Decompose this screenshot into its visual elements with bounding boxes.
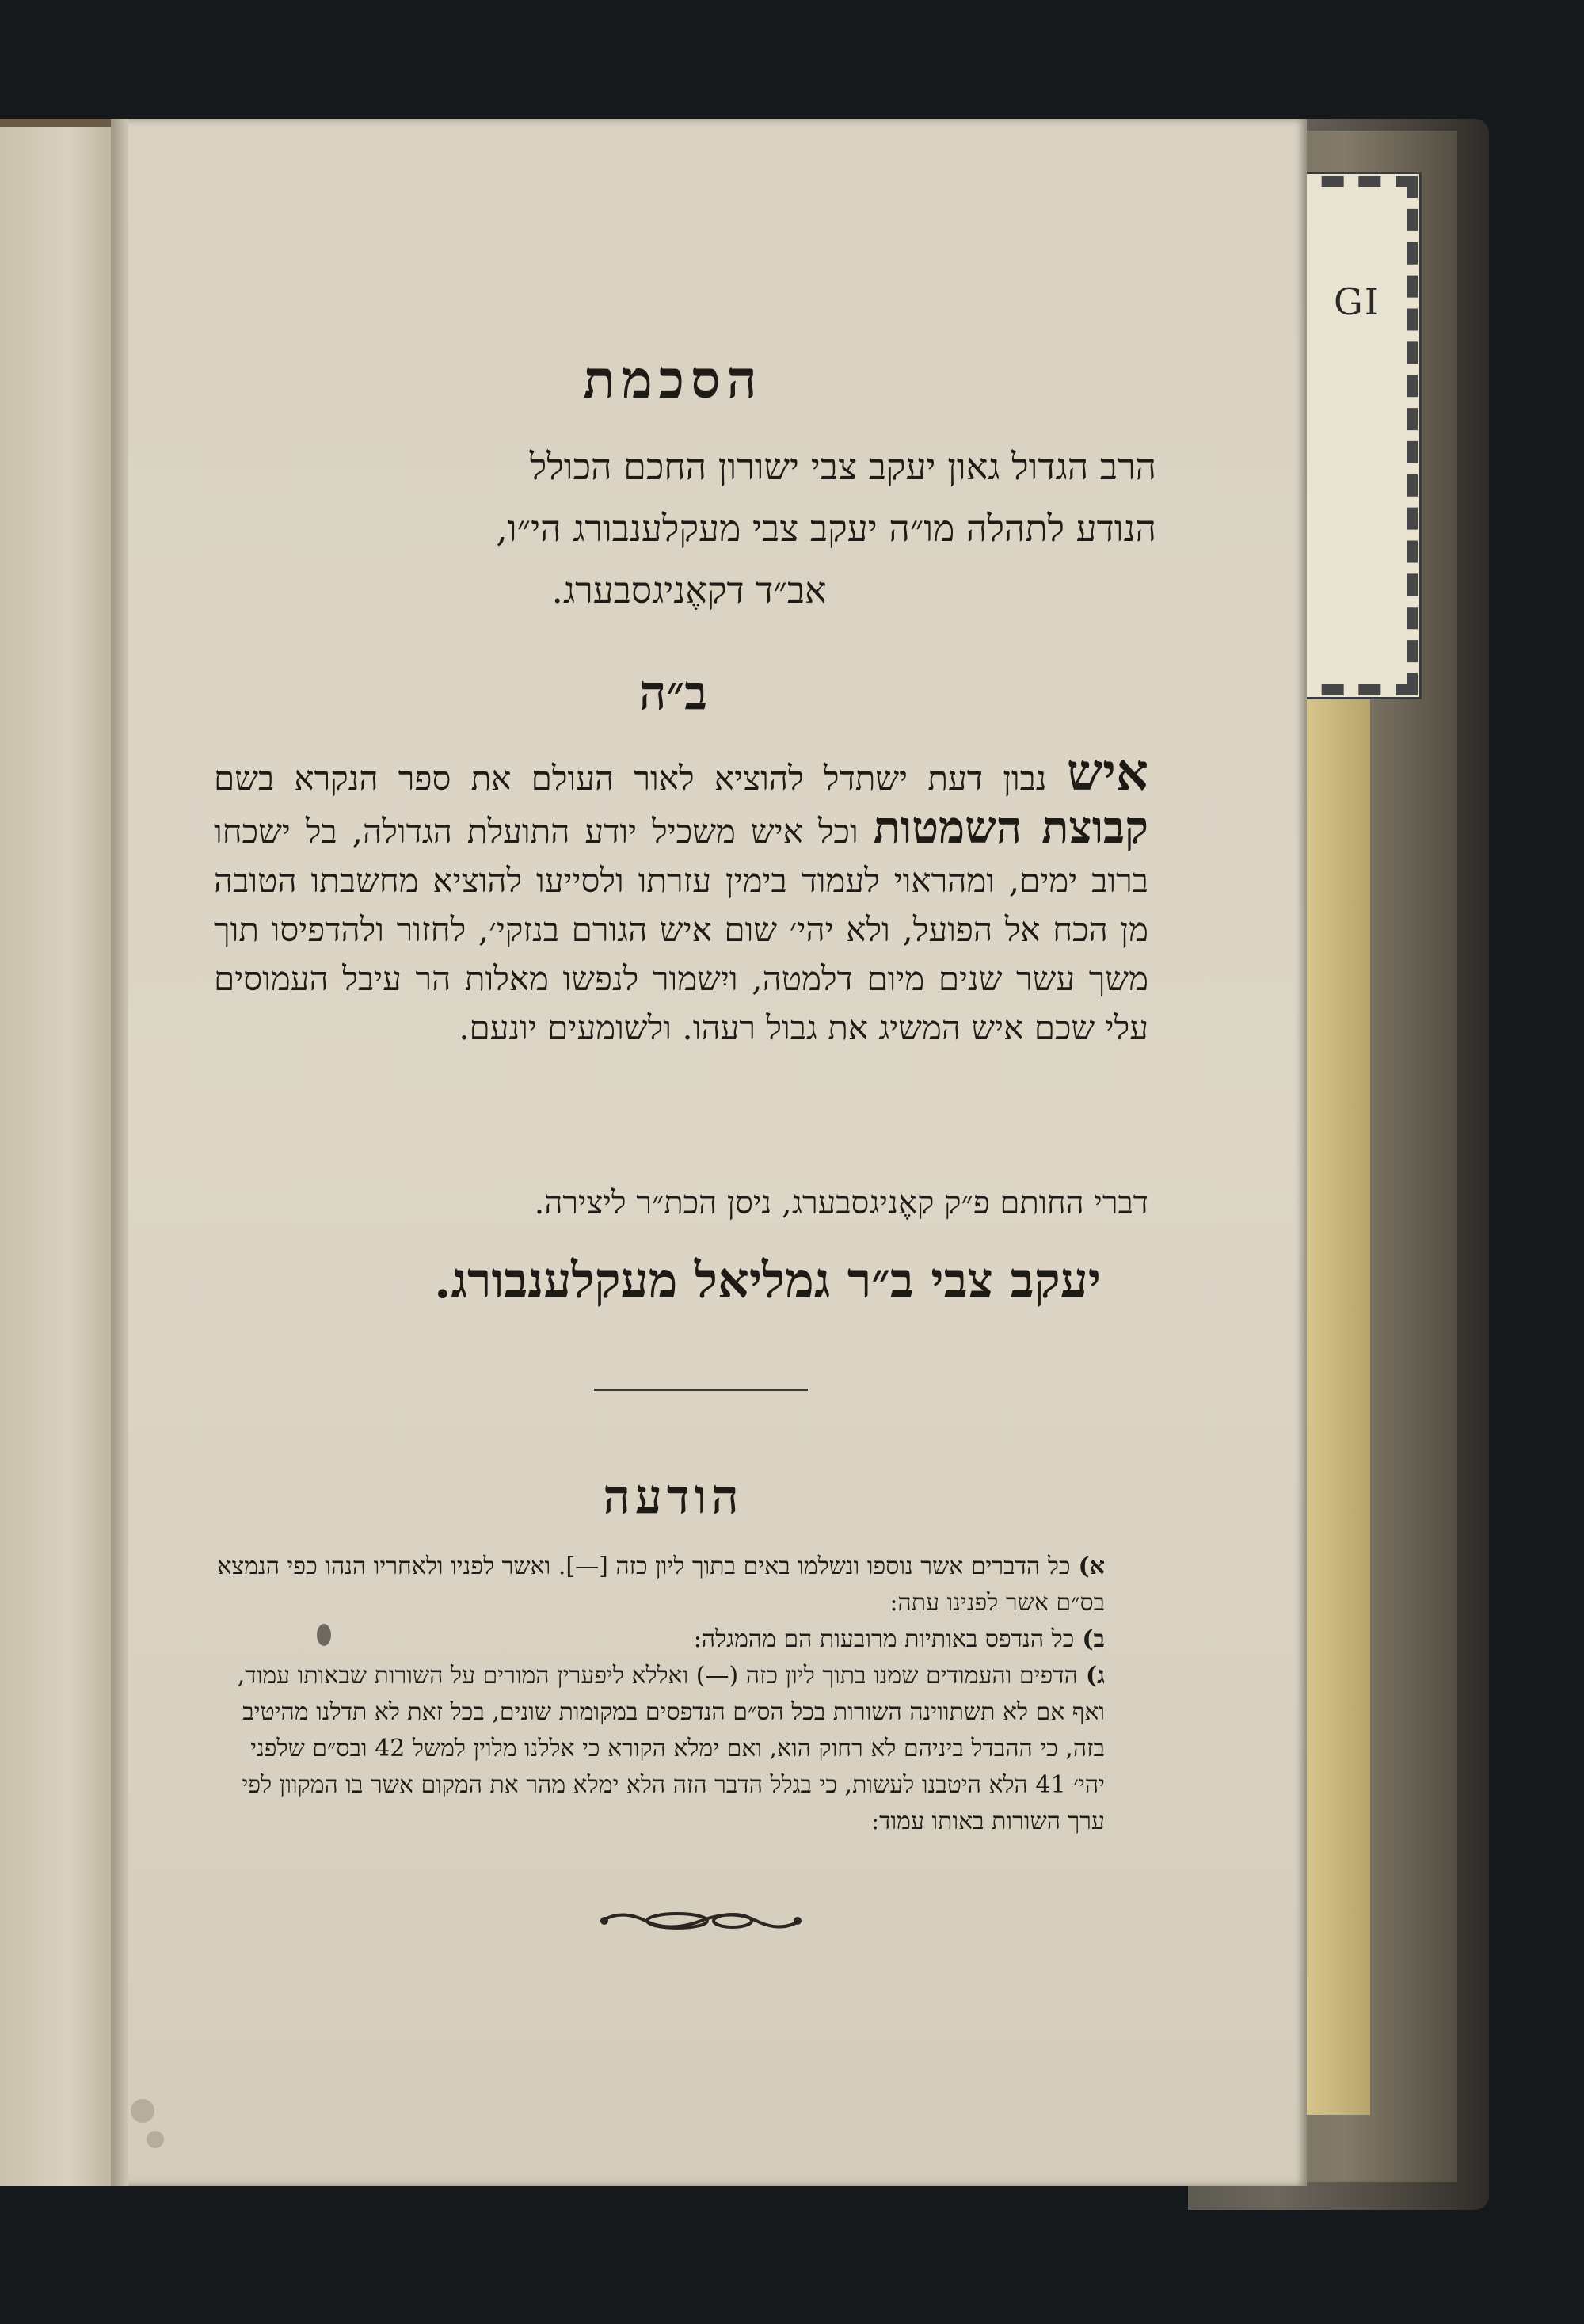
rabbi-line-1: הרב הגדול גאון יעקב צבי ישורון החכם הכולל xyxy=(529,445,1156,488)
book-page xyxy=(119,119,1307,2186)
notice-item-mark: ג) xyxy=(1085,1662,1105,1690)
notice-item-mark: ב) xyxy=(1082,1625,1105,1653)
rabbi-line-3: אב״ד דקאֶניגסבערג. xyxy=(551,569,827,611)
rabbi-line-2: הנודע לתהלה מו״ה יעקב צבי מעקלענבורג הי״ו, xyxy=(496,507,1156,550)
section-divider xyxy=(594,1389,808,1391)
approbation-body xyxy=(214,743,1148,1053)
notice-list xyxy=(214,1549,1105,1840)
notice-item xyxy=(214,1658,1105,1840)
notice-title: הודעה xyxy=(603,1469,744,1525)
signature: יעקב צבי ב״ר גמליאל מעקלענבורג. xyxy=(433,1252,1101,1309)
spine-label-text: GI xyxy=(1334,280,1380,323)
ink-spot xyxy=(147,2131,164,2148)
left-page xyxy=(0,127,115,2186)
body-part-2: וכל איש משכיל יודע התועלת הגדולה, בל ישכחו ברוב ימים, ומהראוי לעמוד בימין עזרתו ולסייעו להוציא מחשבתו הטובה מן הכח אל הפועל, ולא יהי׳ שום איש הגורם בנזקי׳, לחזור ולהדפיסו תוך משך עשר שנים מיום דלמטה, ויִשמור לנפשו מאלות הר עיבל העמוסים עלי שכם איש המשיג את גבול רעהו. ולשומעים יונעם. xyxy=(214,812,1148,1047)
notice-item xyxy=(214,1621,1105,1658)
approbation-title: הסכמת xyxy=(583,349,763,410)
page-gutter xyxy=(111,119,128,2186)
body-part-1: נבון דעת ישתדל להוציא לאור העולם את ספר הנקרא בשם xyxy=(214,759,1067,798)
notice-item-text: כל הדברים אשר נוספו ונשלמו באים בתוך ליון כזה [—]. ואשר לפניו ולאחריו הנהו כפי הנמצא בס״ם אשר לפנינו עתה: xyxy=(217,1553,1105,1617)
notice-item-text: הדפים והעמודים שמנו בתוך ליון כזה (—) ואללא ליפערין המורים על השורות שבאותו עמוד, ואף אם לא תשתווינה השורות בכל הס״ם הנדפסים במקומות שונים, בכל זאת לא תדלנו מהיטיב בזה, כי ההבדל ביניהם לא רחוק הוא, ואם ימלא הקורא כי אללנו מלוין למשל 42 ובס״ם שלפני יהי׳ 41 הלא היטבנו לעשות, כי בגלל הדבר הזה הלא ימלא מהר את המקום אשר בו המקוון לפי ערך השורות באותו עמוד: xyxy=(237,1662,1105,1835)
notice-item-text: כל הנדפס באותיות מרובעות הם מהמגלה: xyxy=(693,1625,1075,1653)
body-lead-word: איש xyxy=(1066,743,1148,802)
ink-spot xyxy=(131,2099,154,2123)
notice-item-mark: א) xyxy=(1078,1553,1105,1580)
rabbi-title-block xyxy=(222,436,1156,621)
ornament-flourish-icon xyxy=(598,1905,804,1937)
signoff-line: דברי החותם פ״ק קאֶניגסבערג, ניסן הכת״ר ליצירה. xyxy=(534,1185,1148,1221)
book-name: קבוצת השמטות xyxy=(873,802,1148,854)
notice-item xyxy=(214,1549,1105,1621)
bh-heading: ב״ה xyxy=(638,665,708,721)
